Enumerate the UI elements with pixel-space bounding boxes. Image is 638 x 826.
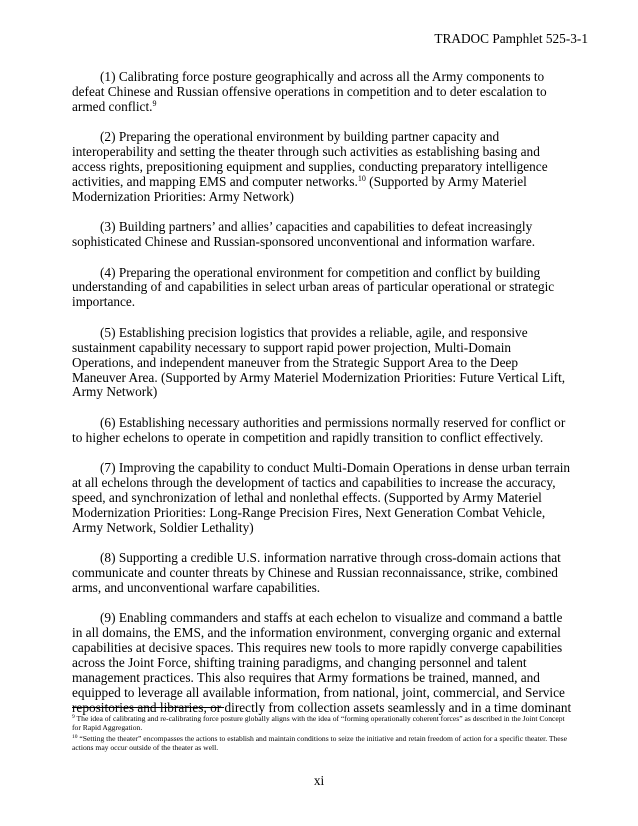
paragraph-text: (8) Supporting a credible U.S. information narrative through cross-domain actions that communicate and counter threats by Chinese and Russian reconnaissance, strike, combined arms, and unconventional warfare capabilities. — [72, 550, 561, 595]
paragraph-6 — [72, 416, 572, 446]
paragraph-text: (6) Establishing necessary authorities and permissions normally reserved for conflict or to higher echelons to operate in competition and rapidly transition to conflict effectively. — [72, 414, 566, 445]
footnote-ref-9: 9 — [152, 98, 157, 108]
paragraph-text: (1) Calibrating force posture geographically and across all the Army components to defeat Chinese and Russian offensive operations in competition and to deter escalation to armed conflict. — [72, 69, 547, 114]
paragraph-9 — [72, 611, 572, 715]
footnote-9 — [72, 714, 572, 733]
footnote-separator — [72, 707, 224, 708]
running-header: TRADOC Pamphlet 525-3-1 — [434, 31, 588, 46]
paragraph-3 — [72, 220, 572, 250]
paragraph-4 — [72, 266, 572, 311]
paragraph-text: (7) Improving the capability to conduct Multi-Domain Operations in dense urban terrain at all echelons through the development of tactics and capabilities to increase the accuracy, speed, and synchronization of lethal and nonlethal effects. (Supported by Army Materiel Modernization Priorities: Long-Range Precision Fires, Next Generation Combat Vehicle, Army Network, Soldier Lethality) — [72, 460, 571, 535]
footnote-number: 9 — [72, 714, 75, 720]
paragraph-5 — [72, 326, 572, 401]
paragraph-text: (3) Building partners’ and allies’ capacities and capabilities to defeat increasingly sophisticated Chinese and Russian-sponsored unconventional and information warfare. — [72, 219, 536, 250]
paragraph-2 — [72, 130, 572, 205]
footnotes — [72, 714, 572, 753]
paragraph-text: (5) Establishing precision logistics that provides a reliable, agile, and responsive sustainment capability necessary to support rapid power projection, Multi-Domain Operations, and independent maneuver from the Strategic Support Area to the Deep Maneuver Area. (Supported by Army Materiel Modernization Priorities: Future Vertical Lift, Army Network) — [72, 324, 566, 400]
body-text — [72, 70, 572, 716]
footnote-ref-10: 10 — [357, 173, 366, 183]
paragraph-text: (4) Preparing the operational environment for competition and conflict by building understanding of and capabilities in select urban areas of particular operational or strategic importance. — [72, 264, 555, 310]
footnote-number: 10 — [72, 733, 78, 740]
paragraph-7 — [72, 461, 572, 536]
footnote-text: The idea of calibrating and re-calibrating force posture globally aligns with the idea of “forming operationally coherent forces” as described in the Joint Concept for Rapid Aggregation. — [72, 714, 565, 733]
footnote-10 — [72, 734, 572, 753]
paragraph-text-tail: (Supported by Army Materiel Modernization Priorities: Army Network) — [72, 173, 527, 204]
paragraph-text: (9) Enabling commanders and staffs at each echelon to visualize and command a battle in all domains, the EMS, and the information environment, converging organic and external capabilities at decisive spaces. This requires new tools to more rapidly converge capabilities across the Joint Force, shifting training paradigms, and changing personnel and talent management practices. This also requires that Army formations be trained, manned, and equipped to leverage all available information, from national, joint, commercial, and Service repositories and libraries, or directly from collection assets seamlessly and in a time dominant — [72, 610, 572, 715]
paragraph-8 — [72, 551, 572, 596]
footnote-text: “Setting the theater” encompasses the actions to establish and maintain conditions to seize the initiative and retain freedom of action for a specific theater. These actions may occur outside of the theater as well. — [72, 733, 567, 752]
paragraph-text: (2) Preparing the operational environment by building partner capacity and interoperability and setting the theater through such activities as establishing basing and access rights, prepositioning equipment and supplies, conducting preparatory intelligence activities, and mapping EMS and computer networks. — [72, 129, 548, 189]
page-number: xi — [313, 773, 325, 788]
paragraph-1 — [72, 70, 572, 115]
